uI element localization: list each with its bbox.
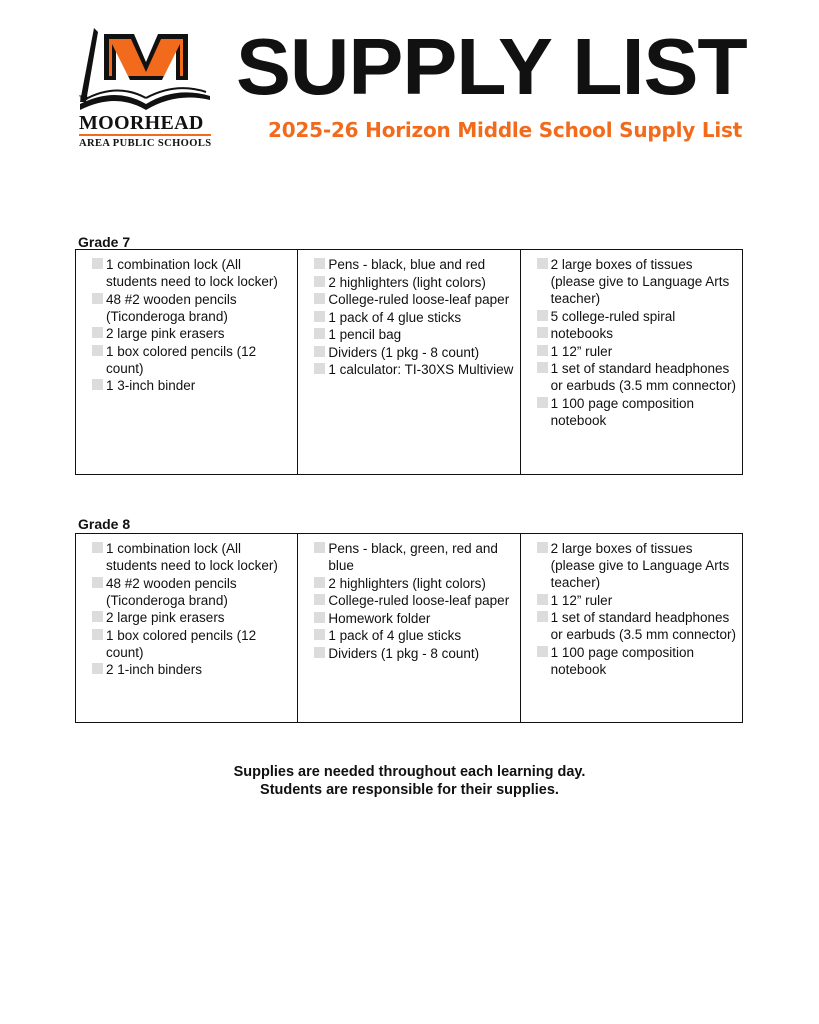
list-item [328,592,513,609]
list-item [551,644,736,678]
checkbox-icon[interactable] [314,577,325,588]
checkbox-icon[interactable] [92,327,103,338]
grade8-label: Grade 8 [78,516,131,532]
checkbox-icon[interactable] [314,594,325,605]
list-item-label: 1 combination lock (All students need to lock locker) [106,541,278,573]
list-item-label: 1 set of standard headphones or earbuds (3.5 mm connector) [550,361,736,393]
list-item-label: 1 12” ruler [550,343,613,359]
list-item-label: 48 #2 wooden pencils (Ticonderoga brand) [106,575,237,608]
list-item-label: 1 pack of 4 glue sticks [328,309,462,325]
checkbox-icon[interactable] [537,397,548,408]
list-item [106,291,291,325]
list-item [106,325,291,342]
checkbox-icon[interactable] [92,577,103,588]
list-item [106,609,291,626]
checkbox-icon[interactable] [92,629,103,640]
list-item-label: 2 highlighters (light colors) [328,274,486,290]
checkbox-icon[interactable] [314,311,325,322]
list-item-label: 1 combination lock (All students need to lock locker) [106,257,278,289]
list-item [106,627,291,661]
list-item-label: 1 set of standard headphones or earbuds (3.5 mm connector) [550,610,736,642]
checkbox-icon[interactable] [537,258,548,269]
checkbox-icon[interactable] [314,363,325,374]
list-item-label: 1 box colored pencils (12 count) [106,627,257,660]
checkbox-icon[interactable] [92,258,103,269]
checkbox-icon[interactable] [92,293,103,304]
grade7-label: Grade 7 [78,234,131,250]
checkbox-icon[interactable] [92,345,103,356]
checkbox-icon[interactable] [314,328,325,339]
grade7-column-2 [297,250,519,474]
list-item [106,540,291,574]
footer-line-2: Students are responsible for their supplies. [260,782,559,798]
list-item [328,256,513,273]
list-item [106,575,291,609]
list-item-label: 2 large boxes of tissues (please give to Language Arts teacher) [550,541,730,590]
grade8-table [75,533,743,723]
list-item-label: Dividers (1 pkg - 8 count) [328,344,480,360]
checkbox-icon[interactable] [537,327,548,338]
list-item [328,575,513,592]
list-item-label: 1 box colored pencils (12 count) [106,343,257,376]
list-item [551,592,736,609]
list-item [106,661,291,678]
list-item [551,360,736,394]
list-item-label: College-ruled loose-leaf paper [328,593,510,608]
grade8-column-3 [520,534,742,722]
checkbox-icon[interactable] [537,362,548,373]
list-item [551,395,736,429]
logo-subtitle: AREA PUBLIC SCHOOLS [79,138,212,149]
list-item [328,344,513,361]
checkbox-icon[interactable] [314,542,325,553]
trademark: TM [79,96,88,102]
list-item-label: 1 12” ruler [550,592,613,608]
list-item-label: 1 3-inch binder [106,378,196,393]
list-item-label: Dividers (1 pkg - 8 count) [328,645,480,661]
checkbox-icon[interactable] [537,542,548,553]
grade7-table [75,249,743,475]
footer-line-1: Supplies are needed throughout each learning day. [233,764,586,780]
list-item [551,540,736,591]
list-item-label: 5 college-ruled spiral [550,308,676,324]
logo-rule [79,134,211,136]
footer-note [0,763,819,799]
list-item [551,343,736,360]
checkbox-icon[interactable] [537,310,548,321]
checkbox-icon[interactable] [537,611,548,622]
checkbox-icon[interactable] [92,379,103,390]
list-item [328,326,513,343]
checkbox-icon[interactable] [314,276,325,287]
list-item [551,256,736,307]
checkbox-icon[interactable] [537,594,548,605]
list-item [106,256,291,290]
checkbox-icon[interactable] [537,646,548,657]
list-item-label: notebooks [550,326,613,341]
checkbox-icon[interactable] [314,293,325,304]
checkbox-icon[interactable] [92,663,103,674]
list-item-label: College-ruled loose-leaf paper [328,292,510,307]
grade8-column-1 [76,534,297,722]
list-item [328,627,513,644]
logo-name: MOORHEAD [79,112,204,134]
list-item-label: 2 large boxes of tissues (please give to Language Arts teacher) [550,257,730,306]
list-item-label: 2 large pink erasers [106,326,225,341]
list-item-label: 2 1-inch binders [106,662,203,677]
list-item-label: 1 pack of 4 glue sticks [328,628,462,643]
list-item-label: Pens - black, blue and red [328,257,486,272]
checkbox-icon[interactable] [314,612,325,623]
list-item [328,361,513,378]
list-item-label: 2 highlighters (light colors) [328,575,486,591]
page-subtitle: 2025-26 Horizon Middle School Supply List [268,118,743,142]
list-item-label: 2 large pink erasers [106,610,225,625]
list-item [328,645,513,662]
list-item [328,274,513,291]
list-item-label: 1 calculator: TI-30XS Multiview [328,362,514,377]
list-item [106,377,291,394]
list-item [328,309,513,326]
checkbox-icon[interactable] [537,345,548,356]
list-item [551,308,736,325]
checkbox-icon[interactable] [314,346,325,357]
list-item [328,610,513,627]
checkbox-icon[interactable] [314,258,325,269]
grade8-column-2 [297,534,519,722]
list-item [328,540,513,574]
checkbox-icon[interactable] [92,542,103,553]
list-item [551,609,736,643]
list-item [551,325,736,342]
grade7-column-3 [520,250,742,474]
list-item-label: Homework folder [328,610,431,626]
checkbox-icon[interactable] [314,647,325,658]
list-item-label: Pens - black, green, red and blue [328,541,498,573]
list-item-label: 1 pencil bag [328,327,402,342]
checkbox-icon[interactable] [314,629,325,640]
checkbox-icon[interactable] [92,611,103,622]
list-item-label: 1 100 page composition notebook [550,395,695,428]
list-item-label: 48 #2 wooden pencils (Ticonderoga brand) [106,291,237,324]
grade7-column-1 [76,250,297,474]
page-title: SUPPLY LIST [236,22,747,111]
list-item [106,343,291,377]
list-item-label: 1 100 page composition notebook [550,644,695,677]
list-item [328,291,513,308]
